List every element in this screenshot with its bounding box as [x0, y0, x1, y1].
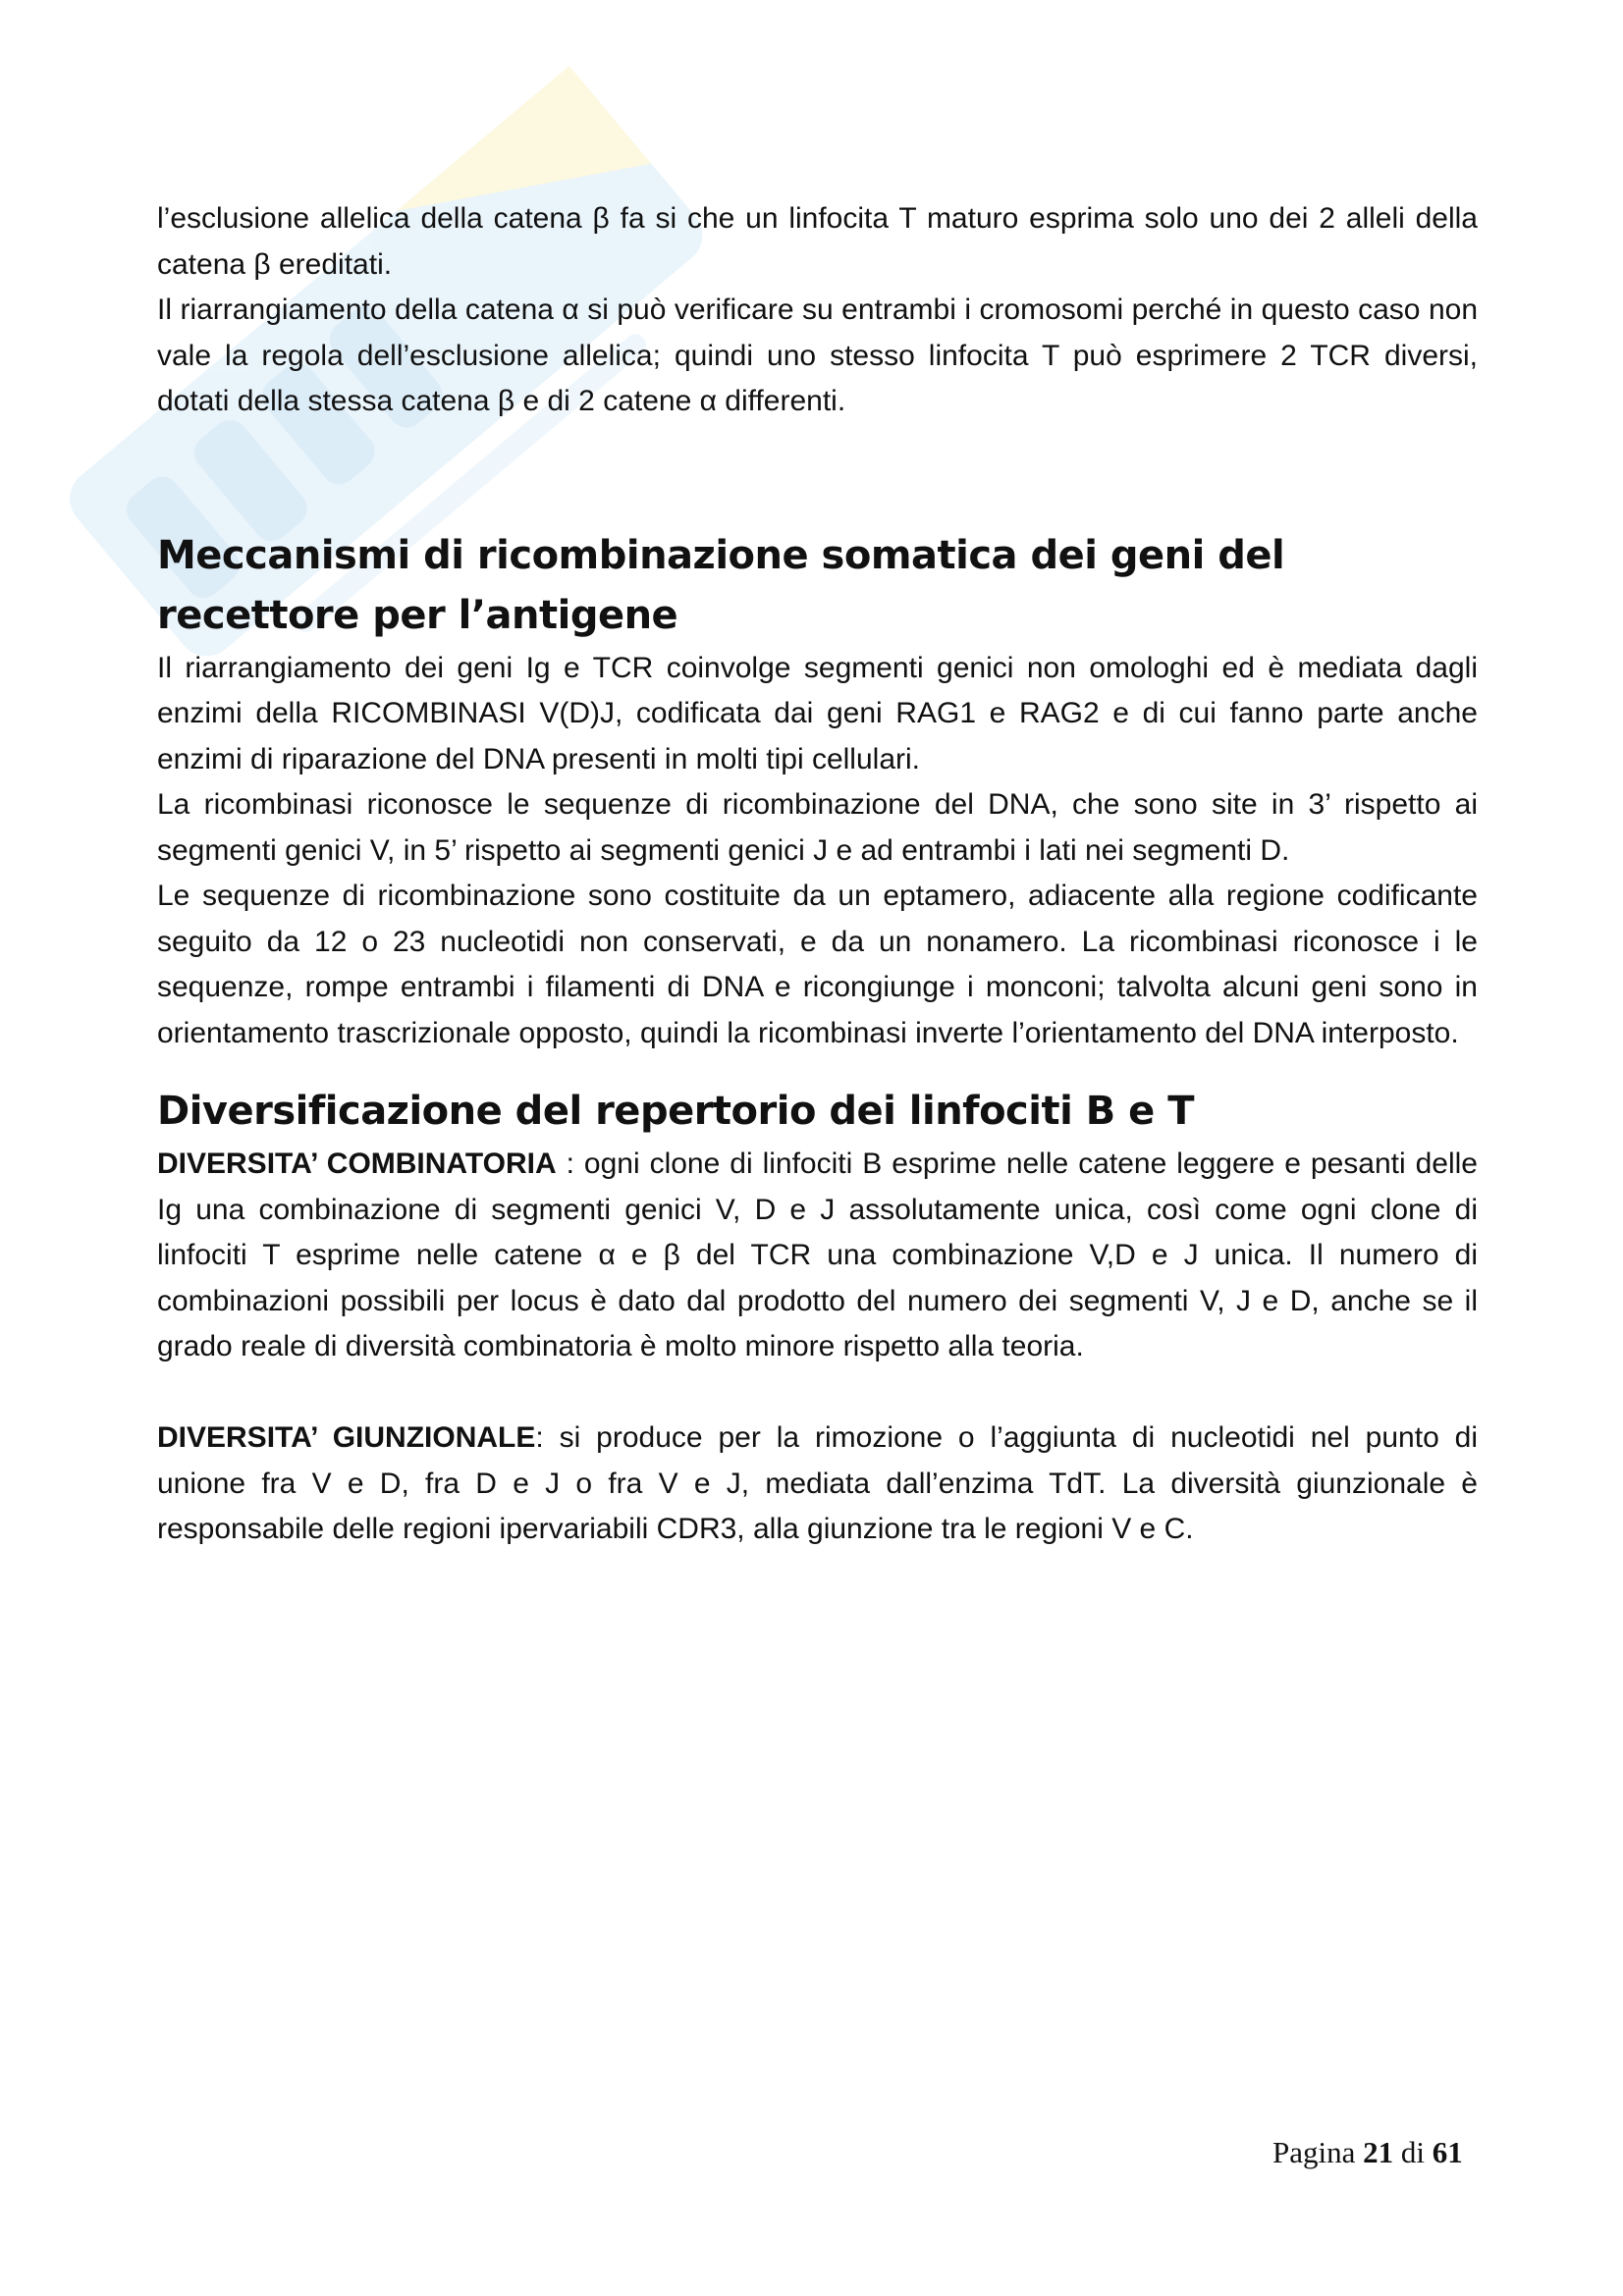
total-pages: 61 [1432, 2135, 1463, 2169]
paragraph: Il riarrangiamento dei geni Ig e TCR coinvolge segmenti genici non omologhi ed è mediata dagli enzimi della RICOMBINASI V(D)J, codificata dai geni RAG1 e RAG2 e di cui fanno parte anche enzimi di riparazione del DNA presenti in molti tipi cellulari. [157, 651, 1478, 775]
term-text: : ogni clone di linfociti B esprime nelle catene leggere e pesanti delle Ig una combinazione di segmenti genici V, D e J assolutamente unica, così come ogni clone di linfociti T esprime nelle catene α e β del TCR una combinazione V,D e J unica. Il numero di combinazioni possibili per locus è dato dal prodotto del numero dei segmenti V, J e D, anche se il grado reale di diversità combinatoria è molto minore rispetto alla teoria. [157, 1148, 1478, 1362]
page-separator: di [1393, 2135, 1433, 2169]
page-prefix: Pagina [1272, 2135, 1364, 2169]
term-label: DIVERSITA’ GIUNZIONALE [157, 1421, 536, 1454]
page-number [1272, 2135, 1463, 2170]
paragraph: l’esclusione allelica della catena β fa si che un linfocita T maturo esprima solo uno dei 2 alleli della catena β ereditati. [157, 202, 1478, 281]
section-heading: Meccanismi di ricombinazione somatica dei geni del recettore per l’antigene [157, 532, 1285, 638]
paragraph: Il riarrangiamento della catena α si può verificare su entrambi i cromosomi perché in questo caso non vale la regola dell’esclusione allelica; quindi uno stesso linfocita T può esprimere 2 TCR diversi, dotati della stessa catena β e di 2 catene α differenti. [157, 294, 1478, 417]
paragraph: Le sequenze di ricombinazione sono costituite da un eptamero, adiacente alla regione codificante seguito da 12 o 23 nucleotidi non conservati, e da un nonamero. La ricombinasi riconosce i le sequenze, rompe entrambi i filamenti di DNA e ricongiunge i monconi; talvolta alcuni geni sono in orientamento trascrizionale opposto, quindi la ricombinasi inverte l’orientamento del DNA interposto. [157, 880, 1478, 1049]
term-text: : si produce per la rimozione o l’aggiunta di nucleotidi nel punto di unione fra V e D, fra D e J o fra V e J, mediata dall’enzima TdT. La diversità giunzionale è responsabile delle regioni ipervariabili CDR3, alla giunzione tra le regioni V e C. [157, 1421, 1478, 1545]
section-heading: Diversificazione del repertorio dei linfociti B e T [157, 1089, 1194, 1134]
paragraph-combinatoria [157, 1142, 1478, 1370]
paragraph: La ricombinasi riconosce le sequenze di ricombinazione del DNA, che sono site in 3’ rispetto ai segmenti genici V, in 5’ rispetto ai segmenti genici J e ad entrambi i lati nei segmenti D. [157, 788, 1478, 867]
term-label: DIVERSITA’ COMBINATORIA [157, 1148, 557, 1180]
current-page: 21 [1363, 2135, 1394, 2169]
page-content [157, 196, 1478, 1553]
paragraph-giunzionale [157, 1415, 1478, 1553]
